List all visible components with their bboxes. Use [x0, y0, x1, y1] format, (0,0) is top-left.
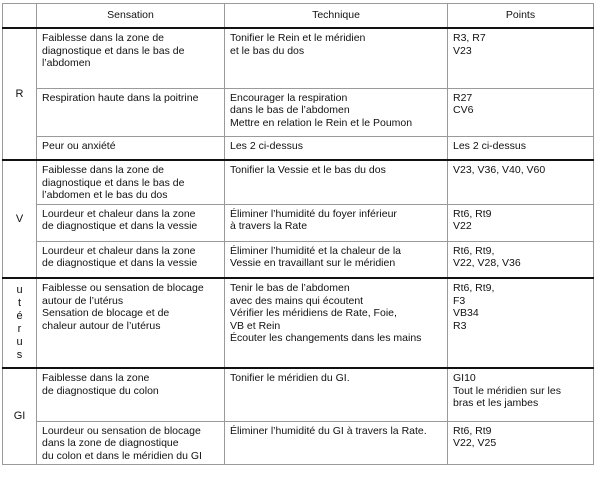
organ-label-cell: [3, 160, 37, 278]
points-cell: [448, 88, 594, 136]
sensation-line: Peur ou anxiété: [42, 139, 116, 152]
technique-line: Les 2 ci-dessus: [230, 139, 303, 152]
technique-cell: [225, 136, 448, 160]
organ-label-line: GI: [13, 410, 26, 423]
technique-line: avec des mains qui écoutent: [230, 294, 364, 307]
organ-label-line: u: [16, 336, 23, 348]
table-row: [3, 88, 594, 136]
technique-cell: [225, 88, 448, 136]
sensation-line: Sensation de blocage et de: [42, 307, 170, 319]
points-line: Rt6, Rt9,: [453, 282, 495, 294]
sensation-line: Lourdeur et chaleur dans la zone: [42, 207, 196, 220]
organ-label-line: R: [15, 87, 24, 100]
technique-line: Éliminer l’humidité et la chaleur de la: [230, 244, 401, 257]
sensation-line: autour de l’utérus: [42, 294, 124, 307]
points-line: V22: [453, 220, 472, 232]
technique-line: Tonifier le méridien du GI.: [230, 372, 350, 384]
table-row: [3, 421, 594, 465]
points-line: V23, V36, V40, V60: [453, 164, 546, 176]
sensation-line: Faiblesse dans la zone: [42, 372, 150, 384]
points-cell: [448, 421, 594, 465]
points-line: V22, V28, V36: [453, 257, 521, 269]
header-row: [3, 4, 594, 29]
technique-line: Éliminer l’humidité du GI à travers la Rate.: [230, 424, 427, 437]
points-line: Tout le méridien sur les: [453, 384, 561, 397]
points-line: Rt6, Rt9: [453, 207, 492, 220]
technique-line: Mettre en relation le Rein et le Poumon: [230, 116, 413, 129]
organ-label-line: V: [15, 212, 24, 225]
sensation-cell: [37, 160, 225, 204]
organ-label-cell: [3, 368, 37, 465]
sensation-cell: [37, 204, 225, 241]
technique-line: Éliminer l’humidité du foyer inférieur: [230, 207, 397, 220]
points-line: R3: [453, 319, 467, 332]
treatment-table: [2, 3, 594, 465]
table-body: [3, 28, 594, 465]
table-row: [3, 160, 594, 204]
points-cell: [448, 28, 594, 88]
sensation-cell: [37, 278, 225, 368]
organ-label-line: u: [16, 284, 23, 296]
sensation-cell: [37, 368, 225, 421]
header-technique: Technique: [225, 4, 448, 29]
technique-cell: [225, 204, 448, 241]
organ-label-line: t: [17, 297, 22, 309]
points-line: R27: [453, 91, 473, 104]
sensation-line: de diagnostique du colon: [42, 384, 159, 397]
technique-line: Vérifier les méridiens de Rate, Foie,: [230, 307, 397, 319]
points-line: GI10: [453, 372, 476, 384]
points-cell: [448, 160, 594, 204]
sensation-cell: [37, 88, 225, 136]
organ-label-cell: [3, 28, 37, 160]
technique-line: Encourager la respiration: [230, 91, 348, 104]
technique-line: Tonifier le Rein et le méridien: [230, 32, 366, 44]
sensation-line: Faiblesse dans la zone de: [42, 32, 164, 44]
technique-line: VB et Rein: [230, 319, 281, 332]
points-line: Rt6, Rt9: [453, 424, 492, 437]
sensation-cell: [37, 421, 225, 465]
technique-line: à travers la Rate: [230, 220, 308, 232]
technique-cell: [225, 241, 448, 278]
sensation-line: Faiblesse ou sensation de blocage: [42, 282, 204, 294]
technique-line: Tonifier la Vessie et le bas du dos: [230, 164, 386, 176]
sensation-cell: [37, 28, 225, 88]
points-line: bras et les jambes: [453, 397, 539, 409]
table-row: [3, 241, 594, 278]
points-line: Les 2 ci-dessus: [453, 139, 526, 152]
header-sensation: Sensation: [37, 4, 225, 29]
points-cell: [448, 241, 594, 278]
sensation-line: du colon et dans le méridien du GI: [42, 449, 202, 462]
technique-cell: [225, 368, 448, 421]
table-row: [3, 136, 594, 160]
points-line: CV6: [453, 104, 474, 116]
organ-label-line: é: [16, 310, 23, 322]
points-cell: [448, 278, 594, 368]
technique-cell: [225, 28, 448, 88]
sensation-line: Lourdeur ou sensation de blocage: [42, 424, 201, 437]
sensation-cell: [37, 241, 225, 278]
sensation-line: diagnostique et dans le bas de: [42, 176, 185, 189]
sensation-line: dans la zone de diagnostique: [42, 437, 179, 449]
technique-line: dans le bas de l’abdomen: [230, 104, 350, 116]
table-row: [3, 278, 594, 368]
organ-label-line: s: [16, 349, 23, 361]
technique-line: Écouter les changements dans les mains: [230, 332, 422, 344]
technique-cell: [225, 421, 448, 465]
header-organ: [3, 4, 37, 29]
points-line: R3, R7: [453, 32, 486, 44]
technique-line: Vessie en travaillant sur le méridien: [230, 257, 396, 269]
sensation-line: Faiblesse dans la zone de: [42, 164, 164, 176]
sensation-line: Lourdeur et chaleur dans la zone: [42, 244, 196, 257]
technique-cell: [225, 278, 448, 368]
points-cell: [448, 136, 594, 160]
table-row: [3, 204, 594, 241]
sensation-cell: [37, 136, 225, 160]
technique-cell: [225, 160, 448, 204]
sensation-line: chaleur autour de l’utérus: [42, 319, 161, 332]
points-line: V23: [453, 44, 472, 57]
table-row: [3, 368, 594, 421]
points-line: VB34: [453, 307, 479, 319]
points-line: Rt6, Rt9,: [453, 244, 495, 257]
sensation-line: diagnostique et dans le bas de: [42, 44, 185, 57]
technique-line: Tenir le bas de l’abdomen: [230, 282, 350, 294]
sensation-line: l’abdomen et le bas du dos: [42, 189, 168, 201]
organ-label-cell: [3, 278, 37, 368]
sensation-line: l’abdomen: [42, 57, 91, 69]
points-line: V22, V25: [453, 437, 497, 449]
organ-label-line: r: [17, 323, 22, 335]
points-cell: [448, 204, 594, 241]
sensation-line: Respiration haute dans la poitrine: [42, 91, 199, 104]
table-row: [3, 28, 594, 88]
points-line: F3: [453, 294, 466, 307]
sensation-line: de diagnostique et dans la vessie: [42, 220, 198, 232]
points-cell: [448, 368, 594, 421]
header-points: Points: [448, 4, 594, 29]
technique-line: et le bas du dos: [230, 44, 305, 57]
sensation-line: de diagnostique et dans la vessie: [42, 257, 198, 269]
